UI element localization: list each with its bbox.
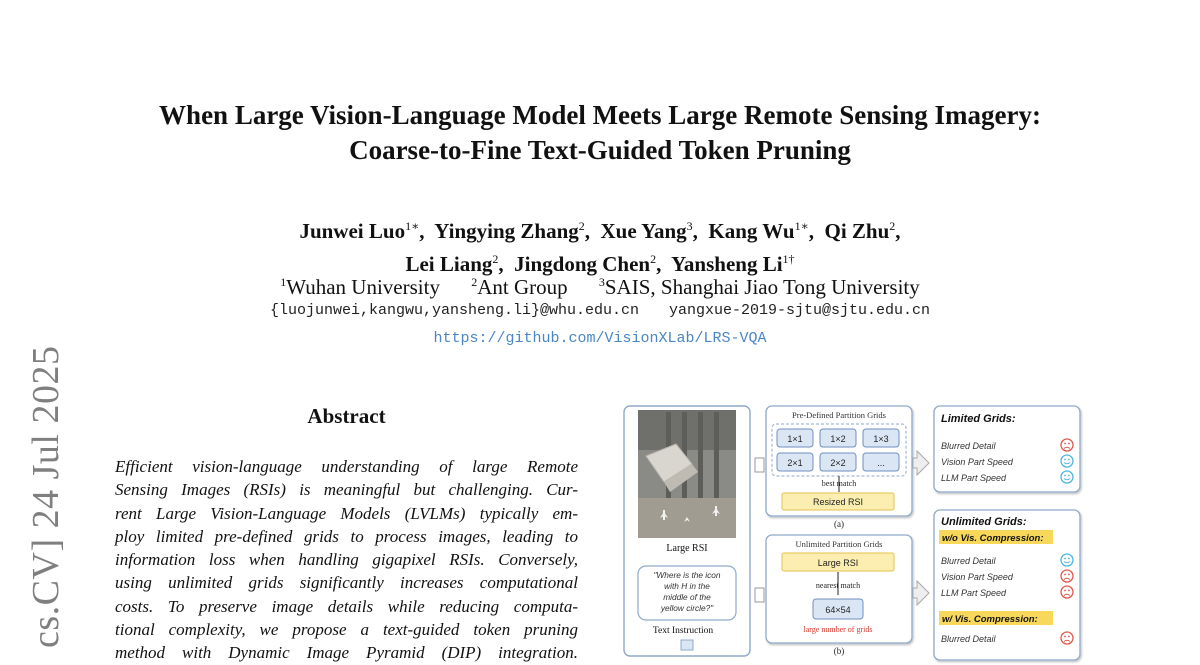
result-item: Blurred Detail (941, 556, 996, 566)
flow-arrow (913, 581, 929, 605)
author-line-1 (0, 212, 1200, 245)
result-item: Blurred Detail (941, 634, 996, 644)
instruction-line: with H in the (664, 581, 710, 591)
affil-mark: 3 (598, 275, 605, 289)
result-item: Vision Part Speed (941, 457, 1013, 467)
instruction-line: "Where is the icon (653, 570, 721, 580)
author-name: Yansheng Li (671, 252, 783, 276)
author-affil-mark: 1∗ (794, 219, 809, 233)
email-whu: {luojunwei,kangwu,yansheng.li}@whu.edu.cn (269, 302, 639, 319)
author-emails (0, 301, 1200, 321)
title-line-1: When Large Vision-Language Model Meets Large Remote Sensing Imagery: (159, 100, 1041, 130)
affiliations (0, 268, 1200, 301)
abstract-line: tional complexity, we propose a text-guided token pruning (115, 620, 578, 640)
flow-arrow (913, 451, 929, 475)
best-match-label: best match (821, 479, 857, 488)
teaser-figure (620, 402, 1090, 656)
author-sep: , (584, 219, 590, 243)
grid-cell-label: ... (877, 458, 885, 468)
large-rsi-label: Large RSI (666, 543, 708, 554)
author-name: Xue Yang (600, 219, 687, 243)
title-line-2: Coarse-to-Fine Text-Guided Token Pruning (349, 135, 851, 165)
author-affil-mark: 3 (686, 219, 693, 233)
github-link[interactable]: https://github.com/VisionXLab/LRS-VQA (433, 330, 767, 347)
abstract-line: costs. To preserve image details while reducing computa- (115, 596, 578, 616)
author-affil-mark: 1∗ (405, 219, 420, 233)
predefined-grids-title: Pre-Defined Partition Grids (792, 410, 886, 420)
text-instruction-label: Text Instruction (652, 626, 714, 636)
caption-b: (b) (833, 646, 845, 656)
author-name: Jingdong Chen (514, 252, 651, 276)
large-rsi-box-label: Large RSI (817, 558, 859, 568)
author-affil-mark: 1† (782, 252, 795, 266)
author-sep: , (808, 219, 814, 243)
connector-square (755, 588, 764, 602)
author-sep: , (692, 219, 698, 243)
author-sep: , (656, 252, 662, 276)
abstract-line: method with Dynamic Image Pyramid (DIP) integration. (115, 643, 578, 663)
result-item: LLM Part Speed (941, 588, 1007, 598)
email-sjtu: yangxue-2019-sjtu@sjtu.edu.cn (669, 302, 931, 319)
author-name: Junwei Luo (299, 219, 406, 243)
result-item: LLM Part Speed (941, 473, 1007, 483)
w-compression-label: w/ Vis. Compression: (942, 614, 1038, 625)
author-name: Kang Wu (708, 219, 795, 243)
unlimited-grids-title: Unlimited Partition Grids (795, 539, 883, 549)
affiliation-name: SAIS, Shanghai Jiao Tong University (604, 275, 920, 299)
grid-cell-label: 1×2 (830, 434, 846, 444)
abstract-heading: Abstract (307, 404, 386, 428)
arxiv-identifier-stamp: cs.CV] 24 Jul 2025 (25, 345, 67, 648)
grid-cell-label: 2×1 (787, 458, 803, 468)
unlimited-grids-result-title: Unlimited Grids: (941, 516, 1027, 528)
result-item: Vision Part Speed (941, 572, 1013, 582)
resized-rsi-label: Resized RSI (812, 497, 864, 507)
nearest-match-label: nearest match (815, 581, 861, 590)
instruction-line: middle of the (663, 592, 711, 602)
affil-mark: 1 (280, 275, 287, 289)
result-item: Blurred Detail (941, 441, 996, 451)
abstract-line: Efficient vision-language understanding of large Remote (115, 457, 578, 476)
abstract-body (115, 455, 578, 665)
author-sep: , (419, 219, 425, 243)
grid-cell-label: 1×1 (787, 434, 803, 444)
affil-mark: 2 (471, 275, 478, 289)
limited-grids-title: Limited Grids: (941, 413, 1016, 425)
token-icon (681, 640, 693, 650)
author-name: Lei Liang (405, 252, 493, 276)
author-affil-mark: 2 (889, 219, 896, 233)
abstract-line: rent Large Vision-Language Models (LVLMs) typically em- (115, 503, 578, 523)
caption-a: (a) (834, 519, 844, 529)
abstract-line: ploy limited pre-defined grids to process images, leading to (115, 526, 578, 546)
affiliation-name: Ant Group (477, 275, 568, 299)
paper-title (0, 98, 1200, 168)
abstract-line: using unlimited grids significantly increases computational (115, 573, 578, 593)
grid-cell-label: 1×3 (873, 434, 889, 444)
author-name: Yingying Zhang (434, 219, 579, 243)
instruction-line: yellow circle?" (660, 603, 714, 613)
grid-size-label: 64×54 (825, 605, 851, 615)
author-affil-mark: 2 (650, 252, 657, 266)
affiliation-name: Wuhan University (286, 275, 440, 299)
author-affil-mark: 2 (578, 219, 585, 233)
connector-square (755, 458, 764, 472)
author-name: Qi Zhu (824, 219, 890, 243)
wo-compression-label: w/o Vis. Compression: (942, 533, 1044, 544)
large-rsi-thumbnail (638, 410, 736, 538)
author-sep: , (895, 219, 901, 243)
author-sep: , (498, 252, 504, 276)
abstract-line: Sensing Images (RSIs) is meaningful but challenging. Cur- (115, 480, 578, 500)
abstract-line: information loss when handling gigapixel RSIs. Conversely, (115, 550, 578, 570)
author-affil-mark: 2 (492, 252, 499, 266)
large-number-label: large number of grids (803, 625, 873, 634)
grid-cell-label: 2×2 (830, 458, 846, 468)
